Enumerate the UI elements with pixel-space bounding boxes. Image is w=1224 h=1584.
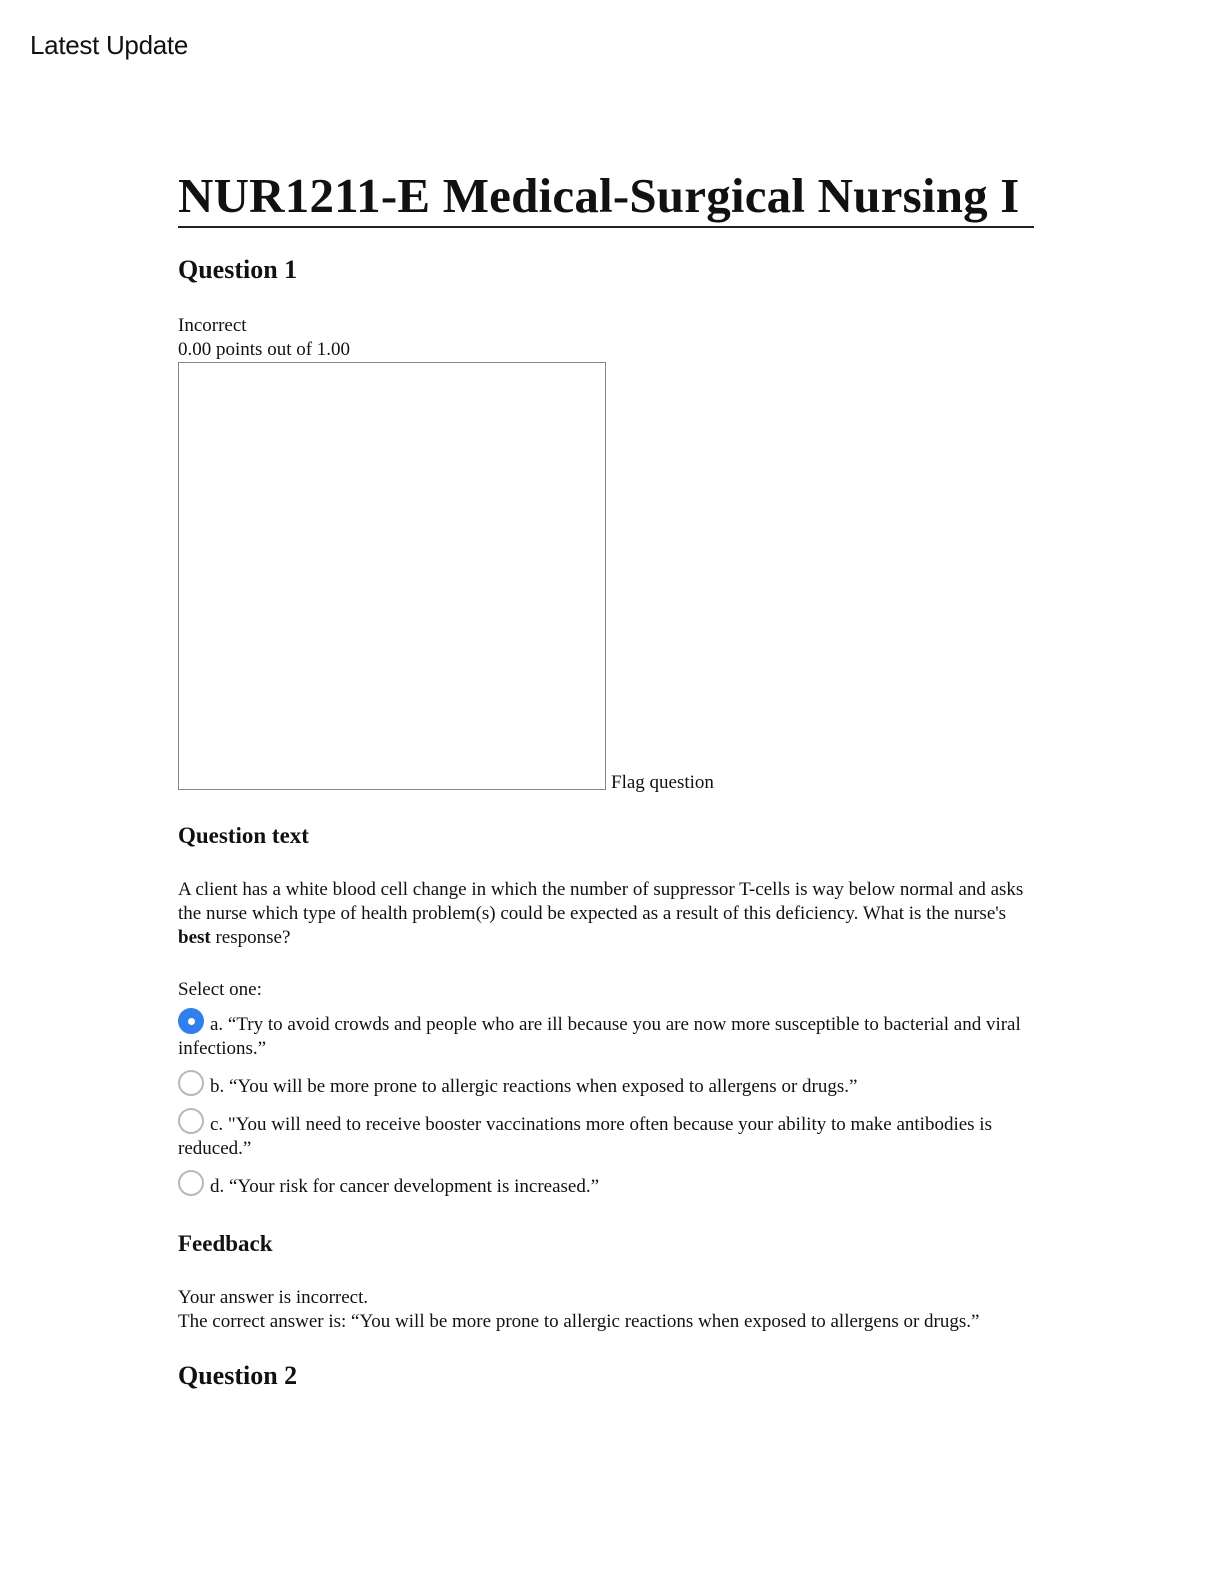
radio-unselected-icon[interactable] [178,1070,204,1096]
quiz-review-content [178,168,1034,1390]
grade-status: Incorrect [178,315,247,336]
course-title: NUR1211-E Medical-Surgical Nursing I [178,168,1034,228]
feedback-text [178,1286,979,1334]
answer-option-b[interactable] [178,1070,1034,1099]
grade-points: 0.00 points out of 1.00 [178,339,351,360]
question-2-heading: Question 2 [178,1361,298,1390]
latest-update-banner: Latest Update [30,30,188,60]
answer-option-d-text: d. “Your risk for cancer development is increased.” [210,1176,600,1197]
feedback-result: Your answer is incorrect. [178,1287,369,1308]
flag-question-row[interactable] [178,362,714,793]
question-1-heading: Question 1 [178,255,298,284]
question-text-emphasis: best [178,927,211,948]
radio-unselected-icon[interactable] [178,1170,204,1196]
answer-option-b-text: b. “You will be more prone to allergic reactions when exposed to allergens or drugs.” [210,1076,858,1097]
flag-question-label[interactable]: Flag question [611,772,714,793]
flag-icon[interactable] [178,362,606,790]
answer-option-a[interactable] [178,1008,1034,1061]
answer-option-a-text: a. “Try to avoid crowds and people who are ill because you are now more susceptible to bacterial and viral infections.” [178,1014,1021,1059]
question-text-part-2: response? [210,927,291,948]
question-text-part-1: A client has a white blood cell change in which the number of suppressor T-cells is way below normal and asks the nurse which type of health problem(s) could be expected as a result of this deficiency. What is the nurse's [178,879,1024,924]
question-text-heading: Question text [178,823,309,848]
radio-unselected-icon[interactable] [178,1108,204,1134]
select-one-label: Select one: [178,979,262,1000]
answer-option-c-text: c. "You will need to receive booster vaccinations more often because your ability to make antibodies is reduced.” [178,1114,992,1159]
question-text [178,878,1034,950]
feedback-heading: Feedback [178,1231,273,1256]
radio-selected-icon[interactable] [178,1008,204,1034]
feedback-correct-answer: The correct answer is: “You will be more prone to allergic reactions when exposed to allergens or drugs.” [178,1311,980,1332]
answer-option-d[interactable] [178,1170,1034,1199]
question-1-status [178,314,350,362]
answer-option-c[interactable] [178,1108,1034,1161]
